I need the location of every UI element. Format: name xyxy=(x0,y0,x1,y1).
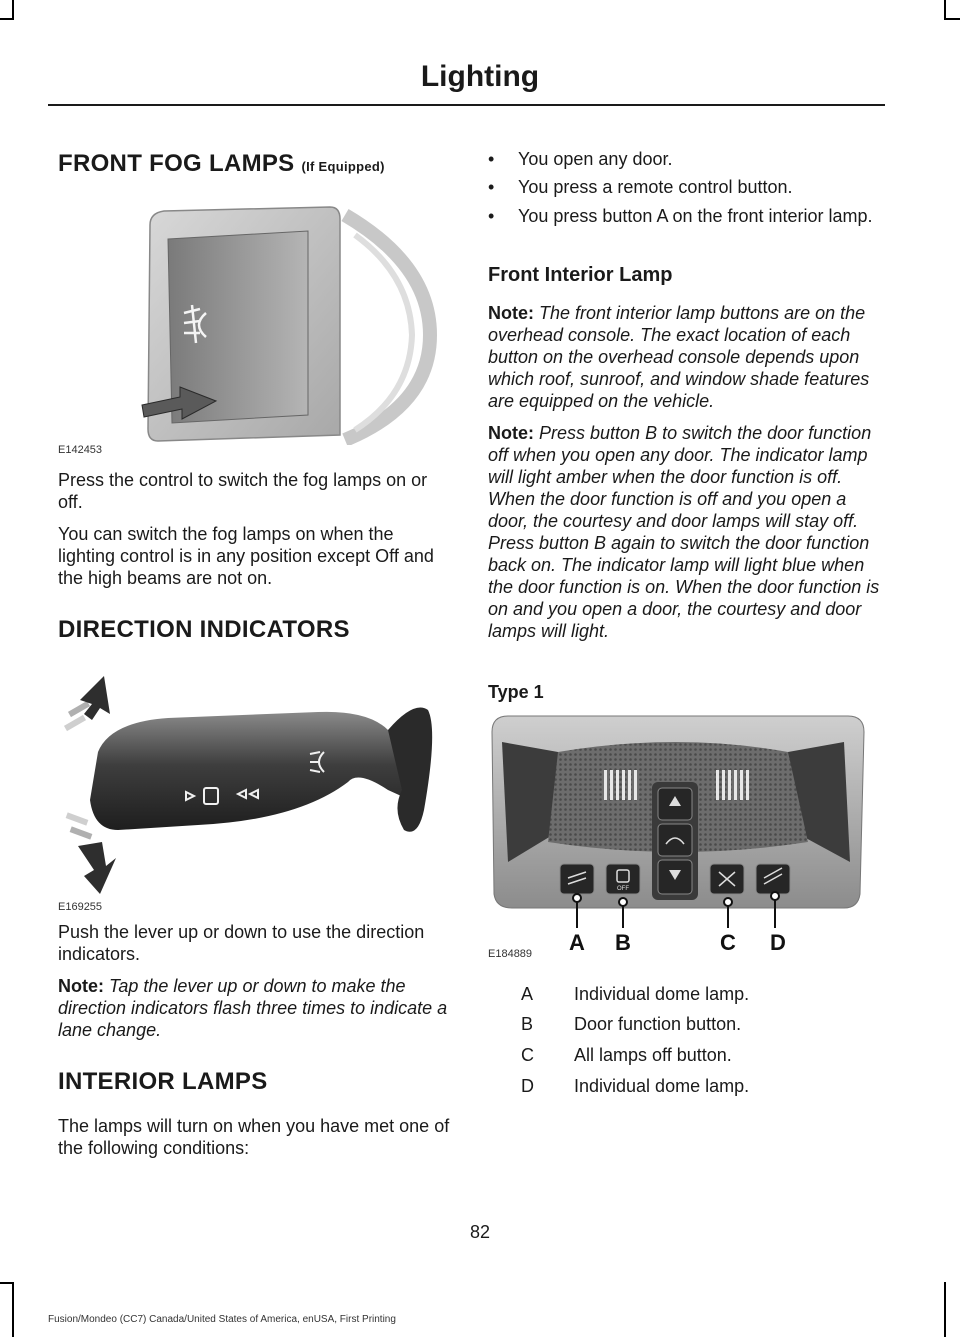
type-1-heading: Type 1 xyxy=(488,682,544,702)
legend-text: Door function button. xyxy=(574,1014,742,1034)
interior-paragraph-1: The lamps will turn on when you have met one of the following conditions: xyxy=(58,1116,450,1158)
callout-a: A xyxy=(569,930,585,955)
crop-mark xyxy=(0,18,14,20)
legend-key: B xyxy=(521,1014,534,1034)
interior-lamps-heading: INTERIOR LAMPS xyxy=(58,1068,268,1095)
page-title: Lighting xyxy=(420,60,540,93)
button-c xyxy=(710,864,744,894)
crop-mark xyxy=(944,0,946,20)
fog-lamps-heading: FRONT FOG LAMPS (If Equipped) xyxy=(58,150,385,177)
bullet-item: • You press a remote control button. xyxy=(488,177,793,197)
front-lamp-note-1: Note: The front interior lamp buttons are on the overhead console. The exact location of each button on the overhead console depends upon which roof, sunroof, and window shade features are equipped on the vehicle. xyxy=(488,303,870,411)
crop-mark xyxy=(12,1282,14,1337)
front-interior-lamp-heading: Front Interior Lamp xyxy=(488,264,673,286)
overhead-console-illustration xyxy=(488,712,868,957)
crop-mark xyxy=(0,1282,14,1284)
button-d xyxy=(756,864,790,894)
legend-text: All lamps off button. xyxy=(574,1045,732,1065)
footer-edition-text: Fusion/Mondeo (CC7) Canada/United States of America, enUSA, First Printing xyxy=(48,1314,396,1325)
callout-c: C xyxy=(720,930,736,955)
crop-mark xyxy=(944,18,960,20)
bullet-item: • You open any door. xyxy=(488,149,673,169)
front-lamp-note-2: Note: Press button B to switch the door function off when you open any door. The indicator lamp will light amber when the door function is off. When the door function is off and you open a door, the courtesy and door lamps will stay off. Press button B again to switch the door function back on. The indicator lamp will light blue when the door function is on. When the door function is on and you open a door, the courtesy and door lamps will light. xyxy=(488,423,880,641)
fog-paragraph-2: You can switch the fog lamps on when the lighting control is in any position except Off and the high beams are not on. xyxy=(58,524,434,588)
page-number: 82 xyxy=(469,1222,491,1242)
header-divider xyxy=(48,104,885,106)
legend-key: C xyxy=(521,1045,534,1065)
callout-d: D xyxy=(770,930,786,955)
button-a xyxy=(560,864,594,894)
legend-key: D xyxy=(521,1076,534,1096)
turn-signal-lever-illustration xyxy=(58,670,438,905)
legend-text: Individual dome lamp. xyxy=(574,984,750,1004)
off-label: OFF xyxy=(617,886,629,892)
direction-paragraph-1: Push the lever up or down to use the direction indicators. xyxy=(58,922,425,964)
sunroof-buttons xyxy=(658,788,692,894)
bullet-item: • You press button A on the front interior lamp. xyxy=(488,206,873,226)
crop-mark xyxy=(944,1282,946,1337)
fog-paragraph-1: Press the control to switch the fog lamps on or off. xyxy=(58,470,428,512)
direction-indicators-heading: DIRECTION INDICATORS xyxy=(58,616,350,643)
legend-text: Individual dome lamp. xyxy=(574,1076,750,1096)
arrow-up-icon xyxy=(64,676,110,731)
crop-mark xyxy=(12,0,14,20)
button-b xyxy=(606,864,640,894)
figure-code: E142453 xyxy=(58,444,103,456)
fog-lamp-switch-illustration xyxy=(140,205,440,445)
callout-b: B xyxy=(615,930,631,955)
figure-code: E169255 xyxy=(58,901,103,913)
legend-key: A xyxy=(521,984,534,1004)
figure-code: E184889 xyxy=(488,948,533,960)
direction-note: Note: Tap the lever up or down to make the direction indicators flash three times to indicate a lane change. xyxy=(58,976,448,1040)
